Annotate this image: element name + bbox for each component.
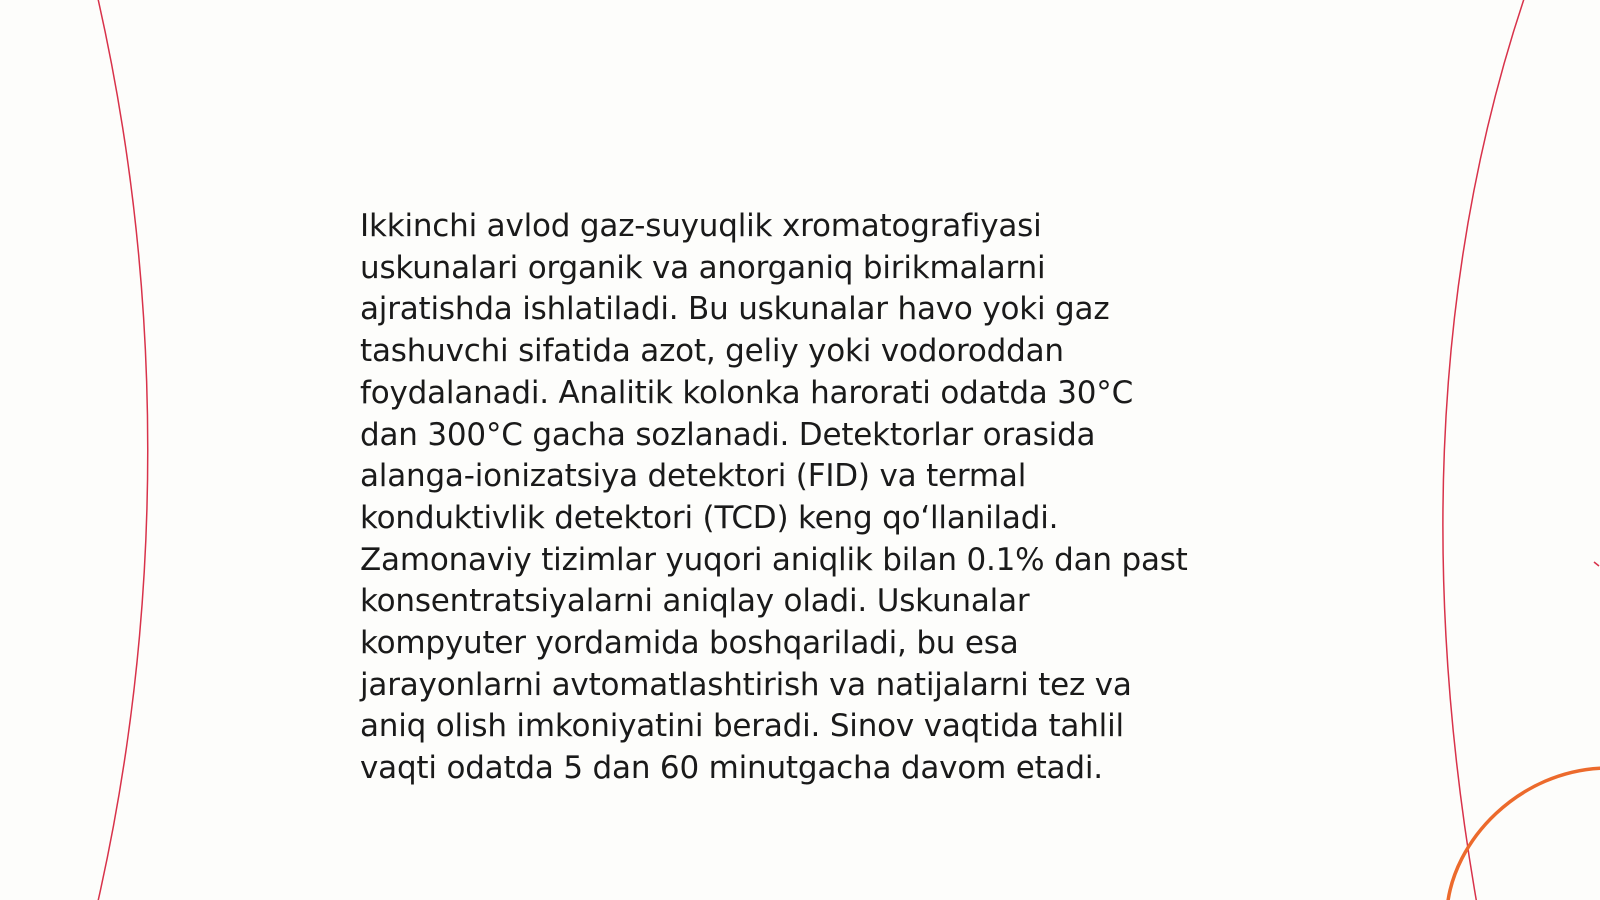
body-text-line: aniq olish imkoniyatini beradi. Sinov vaqtida tahlil	[360, 708, 1124, 745]
body-text-line: konduktivlik detektori (TCD) keng qo‘llaniladi.	[360, 499, 1059, 536]
right-frame-curve	[1443, 0, 1527, 900]
body-text-line: jarayonlarni avtomatlashtirish va natijalarni tez va	[360, 666, 1132, 703]
small-accent-mark	[1594, 562, 1599, 566]
left-frame-curve	[96, 0, 148, 900]
body-text-line: kompyuter yordamida boshqariladi, bu esa	[360, 625, 1019, 662]
body-text-line: ajratishda ishlatiladi. Bu uskunalar havo yoki gaz	[360, 291, 1110, 328]
body-text-line: dan 300°C gacha sozlanadi. Detektorlar orasida	[360, 416, 1096, 453]
body-text-line: alanga-ionizatsiya detektori (FID) va termal	[360, 458, 1027, 495]
body-text-line: konsentratsiyalarni aniqlay oladi. Uskunalar	[360, 583, 1030, 620]
body-text-line: Ikkinchi avlod gaz-suyuqlik xromatografiyasi	[360, 208, 1042, 244]
body-text-line: vaqti odatda 5 dan 60 minutgacha davom etadi.	[360, 750, 1103, 787]
slide-body-text	[360, 206, 1240, 790]
body-text-line: Zamonaviy tizimlar yuqori aniqlik bilan 0.1% dan past	[360, 541, 1188, 578]
body-text-line: tashuvchi sifatida azot, geliy yoki vodoroddan	[360, 333, 1064, 370]
orange-accent-arc	[1447, 768, 1600, 900]
body-text-line: uskunalari organik va anorganiq birikmalarni	[360, 249, 1046, 286]
body-text-line: foydalanadi. Analitik kolonka harorati odatda 30°C	[360, 374, 1134, 411]
